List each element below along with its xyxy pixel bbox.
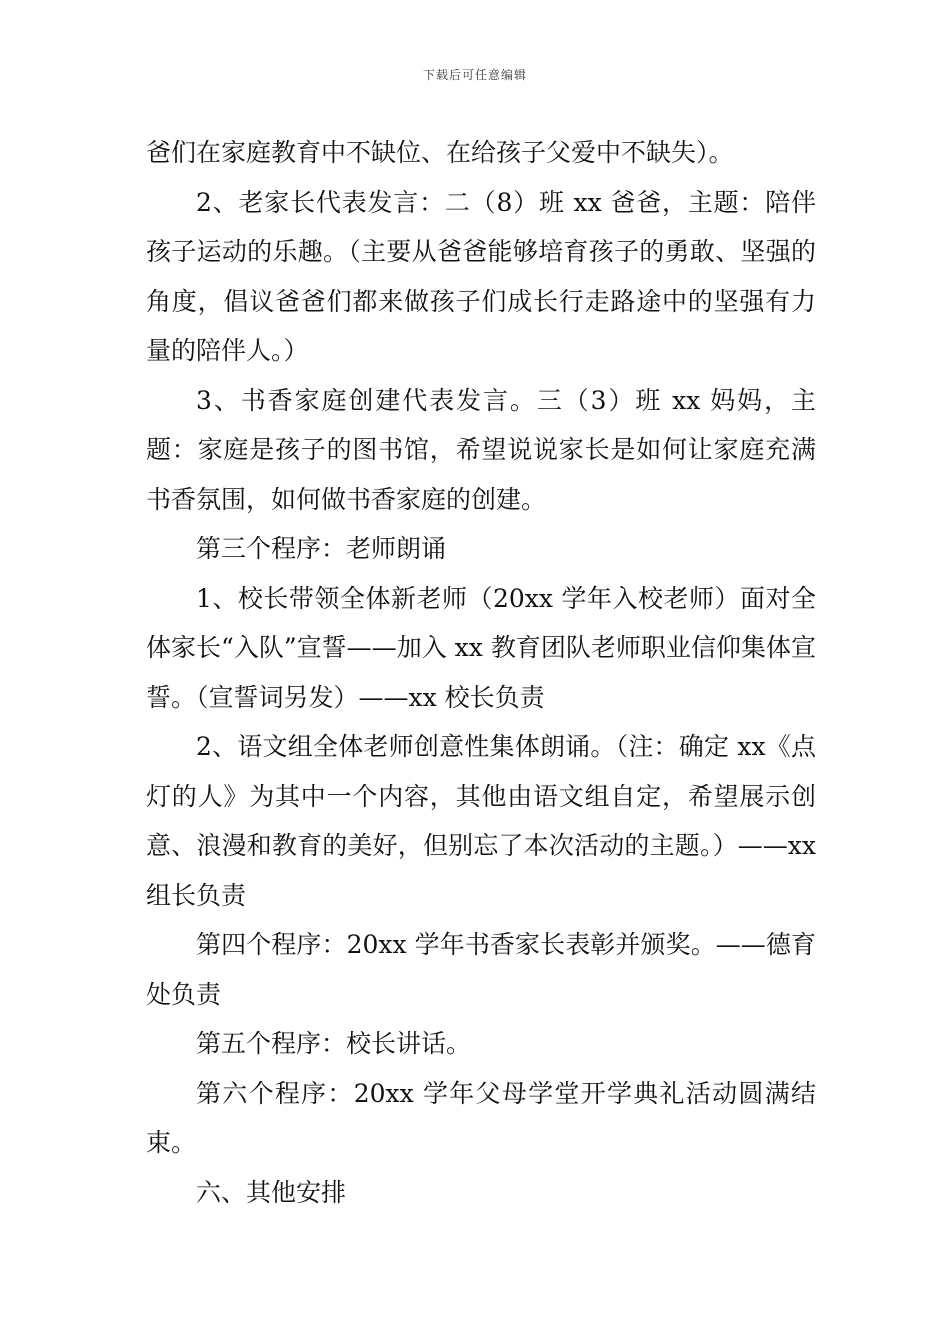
section-heading-program-5: 第五个程序：校长讲话。 — [196, 1029, 472, 1058]
section-heading-other-arrangements: 六、其他安排 — [196, 1177, 347, 1207]
paragraph-item-2-old-parent-speech: 2、老家长代表发言：二（8）班 xx 爸爸，主题：陪伴孩子运动的乐趣。（主要从爸爸能够培育孩子的勇敢、坚强的角度，倡议爸爸们都来做孩子们成长行走路途中的坚强有力量的陪伴人。） — [146, 187, 816, 365]
page-header: 下载后可任意编辑 — [422, 68, 527, 82]
section-heading-program-4: 第四个程序：20xx 学年书香家长表彰并颁奖。——德育处负责 — [146, 930, 816, 1009]
section-heading-program-6: 第六个程序：20xx 学年父母学堂开学典礼活动圆满结束。 — [146, 1078, 816, 1157]
paragraph-continuation: 爸们在家庭教育中不缺位、在给孩子父爱中不缺失）。 — [146, 138, 734, 167]
paragraph-item-2-recitation: 2、语文组全体老师创意性集体朗诵。（注：确定 xx《点灯的人》为其中一个内容，其他由语文组自定，希望展示创意、浪漫和教育的美好，但别忘了本次活动的主题。）——xx 组长负责 — [146, 732, 816, 910]
paragraph-item-1-oath: 1、校长带领全体新老师（20xx 学年入校老师）面对全体家长“入队”宣誓——加入 xx 教育团队老师职业信仰集体宣誓。（宣誓词另发）——xx 校长负责 — [146, 583, 816, 712]
section-heading-program-3: 第三个程序：老师朗诵 — [196, 534, 447, 563]
document-body — [146, 128, 816, 1217]
paragraph-item-3-book-family-speech: 3、书香家庭创建代表发言。三（3）班 xx 妈妈，主题：家庭是孩子的图书馆，希望说说家长是如何让家庭充满书香氛围，如何做书香家庭的创建。 — [146, 385, 816, 514]
